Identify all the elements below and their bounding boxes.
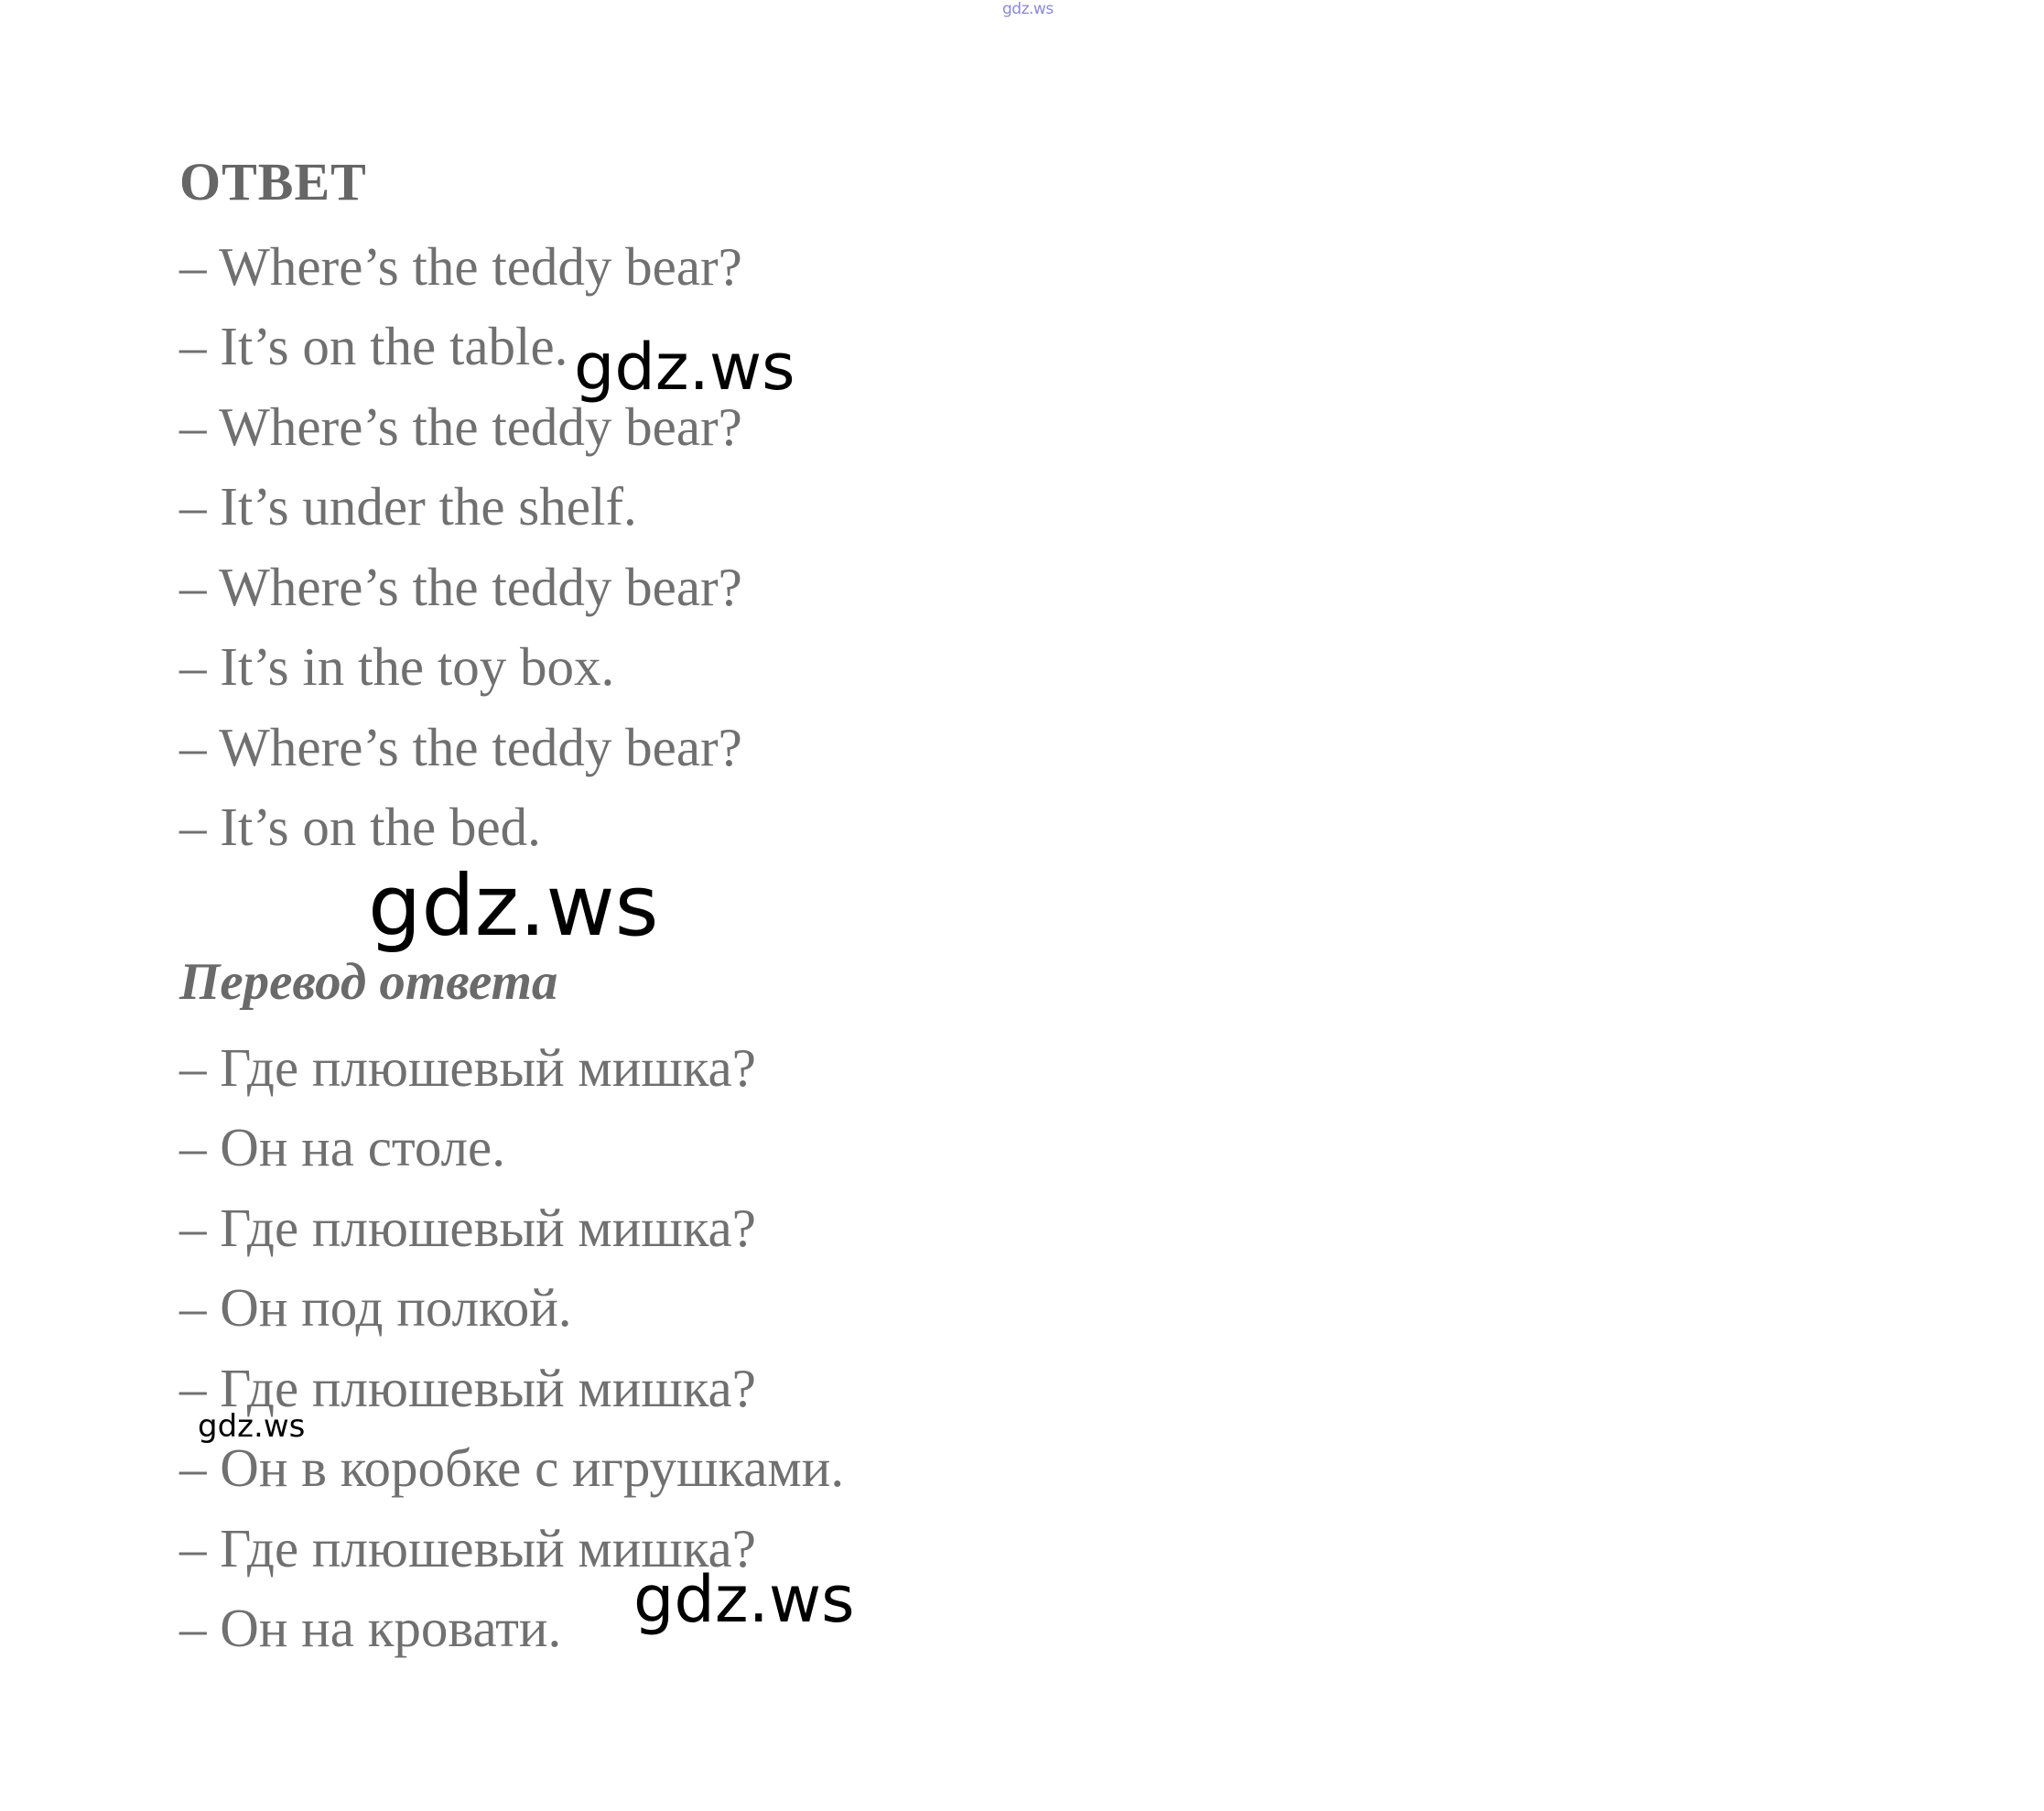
translation-line: – Где плюшевый мишка?: [179, 1037, 756, 1098]
translation-line: – Где плюшевый мишка?: [179, 1198, 756, 1258]
translation-line: – Он в коробке с игрушками.: [179, 1437, 845, 1498]
watermark: gdz.ws: [368, 857, 659, 955]
answer-line: – It’s in the toy box.: [179, 636, 615, 697]
translation-line: – Он под полкой.: [179, 1277, 572, 1338]
answer-line: – Where’s the teddy bear?: [179, 717, 742, 777]
translation-line: – Он на кровати.: [179, 1598, 562, 1658]
answer-line: – It’s on the table.: [179, 316, 568, 376]
watermark: gdz.ws: [198, 1408, 306, 1445]
answer-line: – Where’s the teddy bear?: [179, 557, 742, 617]
translation-heading: Перевод ответа: [179, 953, 558, 1011]
answer-line: – It’s on the bed.: [179, 797, 541, 857]
translation-line: – Он на столе.: [179, 1117, 505, 1177]
translation-line: – Где плюшевый мишка?: [179, 1358, 756, 1418]
watermark: gdz.ws: [633, 1562, 855, 1637]
answer-line: – Where’s the teddy bear?: [179, 236, 742, 297]
answer-line: – Where’s the teddy bear?: [179, 396, 742, 457]
answer-line: – It’s under the shelf.: [179, 476, 637, 537]
answer-heading: ОТВЕТ: [179, 152, 367, 211]
translation-line: – Где плюшевый мишка?: [179, 1518, 756, 1578]
site-mark: gdz.ws: [1002, 0, 1054, 18]
watermark: gdz.ws: [574, 330, 795, 405]
